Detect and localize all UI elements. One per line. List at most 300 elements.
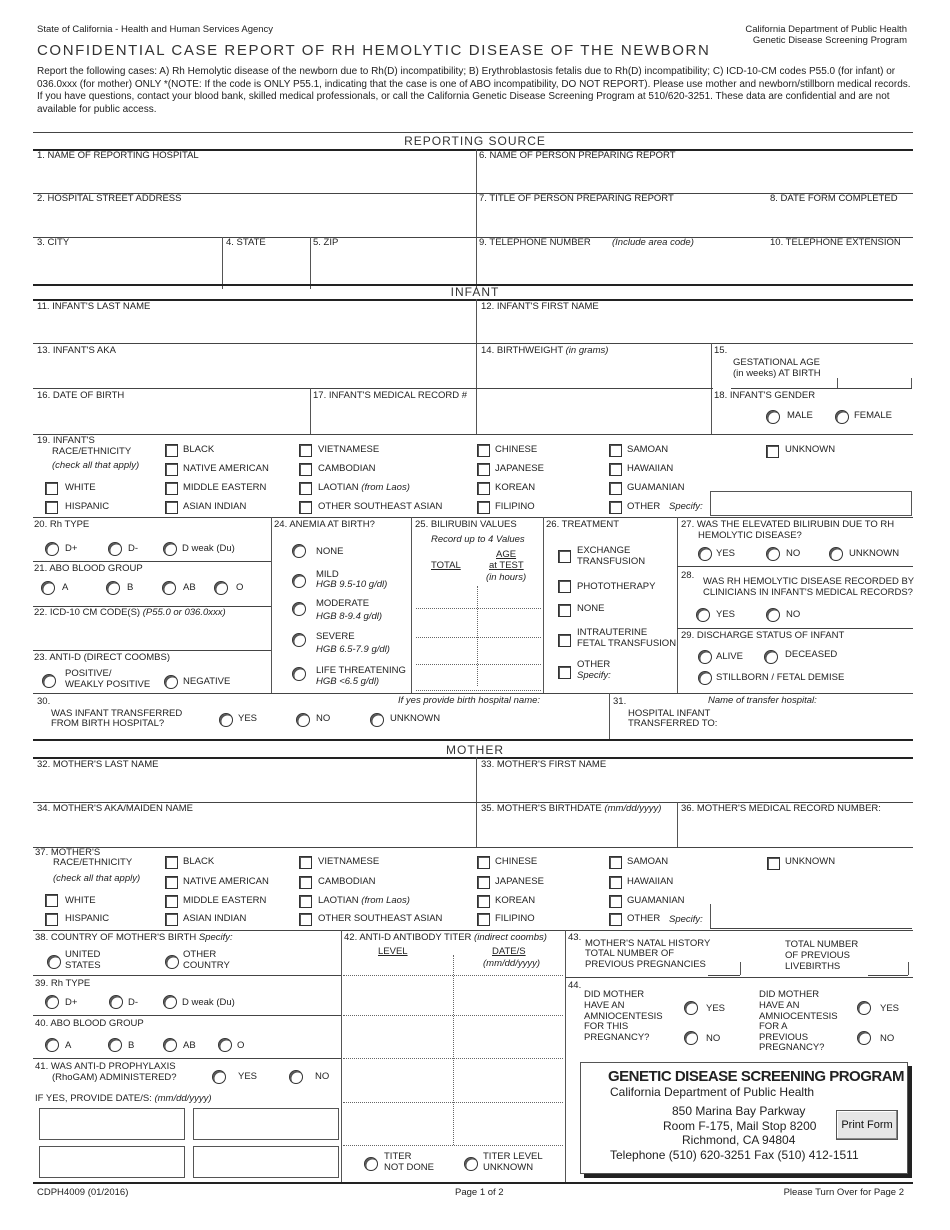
label-discharge: 29. DISCHARGE STATUS OF INFANT	[681, 630, 845, 641]
label-date-of-birth: 16. DATE OF BIRTH	[37, 390, 125, 401]
label-other-se-asian: OTHER SOUTHEAST ASIAN	[318, 501, 443, 512]
checkbox-mother-othersea[interactable]	[299, 913, 312, 926]
radio-anemia-severe[interactable]	[292, 633, 306, 647]
label-transfusion: TRANSFUSION	[577, 556, 646, 567]
bilirubin-row-4[interactable]	[416, 690, 541, 691]
radio-q28-yes[interactable]	[696, 608, 710, 622]
note-in-hours: (in hours)	[486, 572, 527, 583]
checkbox-infant-black[interactable]	[165, 444, 178, 457]
titer-row-1[interactable]	[343, 975, 563, 976]
checkbox-mother-chinese[interactable]	[477, 856, 490, 869]
radio-titer-not-done[interactable]	[364, 1157, 378, 1171]
label-gestational-age: GESTATIONAL AGE	[733, 357, 820, 368]
label-q27-no: NO	[786, 548, 801, 559]
label-q28-2: CLINICIANS IN INFANT'S MEDICAL RECORDS?	[703, 587, 913, 598]
radio-discharge-alive[interactable]	[698, 650, 712, 664]
input-rhogam-date-3[interactable]	[39, 1146, 185, 1178]
label-infant-race: 19. INFANT'S	[37, 435, 95, 446]
section-mother: MOTHER	[446, 743, 504, 757]
label-stillborn: STILLBORN / FETAL DEMISE	[716, 672, 845, 683]
label-o: O	[236, 582, 244, 593]
checkbox-infant-korean[interactable]	[477, 482, 490, 495]
label-amnio-prev-5: PREVIOUS	[759, 1032, 809, 1043]
label-middle-eastern: MIDDLE EASTERN	[183, 482, 267, 493]
label-m-korean: KOREAN	[495, 895, 536, 906]
label-medical-record: 17. INFANT'S MEDICAL RECORD #	[313, 390, 468, 401]
checkbox-mother-japanese[interactable]	[477, 876, 490, 889]
label-mother-aka: 34. MOTHER'S AKA/MAIDEN NAME	[37, 803, 193, 814]
label-m-white: WHITE	[65, 895, 96, 906]
note-check-all: (check all that apply)	[52, 460, 140, 471]
label-negative: NEGATIVE	[183, 676, 231, 687]
label-total-number: TOTAL NUMBER OF	[585, 948, 675, 959]
checkbox-mother-laotian[interactable]	[299, 895, 312, 908]
label-country-birth: 38. COUNTRY OF MOTHER'S BIRTH Specify:	[35, 932, 233, 943]
checkbox-infant-other[interactable]	[609, 501, 622, 514]
radio-mother-abo-a[interactable]	[45, 1038, 59, 1052]
label-livebirths: LIVEBIRTHS	[785, 961, 841, 972]
label-m-mideast: MIDDLE EASTERN	[183, 895, 267, 906]
label-hospital-name: 1. NAME OF REPORTING HOSPITAL	[37, 150, 199, 161]
label-total: TOTAL	[431, 560, 461, 571]
radio-amnio-prev-yes[interactable]	[857, 1001, 871, 1015]
label-transferred-no: NO	[316, 713, 331, 724]
checkbox-mother-filipino[interactable]	[477, 913, 490, 926]
label-asian-indian: ASIAN INDIAN	[183, 501, 247, 512]
radio-amnio-this-no[interactable]	[684, 1031, 698, 1045]
label-country: COUNTRY	[183, 960, 230, 971]
label-dweak: D weak (Du)	[182, 543, 235, 554]
label-amnio-prev-yes: YES	[880, 1003, 900, 1014]
label-unknown: UNKNOWN	[785, 444, 836, 455]
label-m-dneg: D-	[128, 997, 139, 1008]
label-anemia-mild: MILD	[316, 569, 339, 580]
label-exchange: EXCHANGE	[577, 545, 631, 556]
label-m-filipino: FILIPINO	[495, 913, 535, 924]
label-amnio-this-4: FOR THIS	[584, 1021, 629, 1032]
radio-mother-rh-dneg[interactable]	[109, 995, 123, 1009]
form-title: CONFIDENTIAL CASE REPORT OF RH HEMOLYTIC DISEASE OF THE NEWBORN	[37, 42, 711, 59]
radio-amnio-this-yes[interactable]	[684, 1001, 698, 1015]
gdsp-dept: California Department of Public Health	[610, 1085, 815, 1099]
note-birth-hospital: If yes provide birth hospital name:	[398, 695, 541, 706]
label-black: BLACK	[183, 444, 215, 455]
label-mother-rh: 39. Rh TYPE	[35, 978, 91, 989]
radio-q27-yes[interactable]	[698, 547, 712, 561]
radio-transferred-unknown[interactable]	[370, 713, 384, 727]
radio-anemia-none[interactable]	[292, 544, 306, 558]
label-hawaiian: HAWAIIAN	[627, 463, 674, 474]
label-treatment-none: NONE	[577, 603, 605, 614]
label-m-chinese: CHINESE	[495, 856, 538, 867]
label-united: UNITED	[65, 949, 101, 960]
radio-rhogam-yes[interactable]	[212, 1070, 226, 1084]
note-titer-dates: (mm/dd/yyyy)	[483, 958, 540, 969]
label-m-unknown: UNKNOWN	[785, 856, 836, 867]
radio-mother-rh-dweak[interactable]	[163, 995, 177, 1009]
label-b: B	[127, 582, 134, 593]
checkbox-infant-japanese[interactable]	[477, 463, 490, 476]
radio-anti-d-negative[interactable]	[164, 675, 178, 689]
checkbox-mother-hispanic[interactable]	[45, 913, 58, 926]
label-amnio-prev-2: HAVE AN	[759, 1000, 800, 1011]
label-anemia-none: NONE	[316, 546, 344, 557]
label-extension: 10. TELEPHONE EXTENSION	[770, 237, 901, 248]
titer-row-5[interactable]	[343, 1145, 563, 1146]
label-m-hispanic: HISPANIC	[65, 913, 110, 924]
checkbox-infant-filipino[interactable]	[477, 501, 490, 514]
label-anti-d: 23. ANTI-D (DIRECT COOMBS)	[34, 652, 171, 663]
label-q31-num: 31.	[613, 696, 627, 707]
label-m-camb: CAMBODIAN	[318, 876, 376, 887]
label-q44-num: 44.	[568, 980, 582, 991]
radio-transferred-yes[interactable]	[219, 713, 233, 727]
checkbox-mother-camb[interactable]	[299, 876, 312, 889]
label-rhogam-2: (RhoGAM) ADMINISTERED?	[52, 1072, 177, 1083]
radio-infant-abo-o[interactable]	[214, 581, 228, 595]
label-filipino: FILIPINO	[495, 501, 535, 512]
label-city: 3. CITY	[37, 237, 70, 248]
radio-amnio-prev-no[interactable]	[857, 1031, 871, 1045]
label-guamanian: GUAMANIAN	[627, 482, 685, 493]
label-m-specify: Specify:	[669, 914, 703, 925]
label-m-dpos: D+	[65, 997, 78, 1008]
label-state: 4. STATE	[226, 237, 266, 248]
gdsp-address-3: Richmond, CA 94804	[682, 1133, 796, 1147]
print-form-button[interactable]: Print Form	[836, 1110, 898, 1140]
note-anemia-severe: HGB 6.5-7.9 g/dl)	[316, 644, 390, 655]
gdsp-phone: Telephone (510) 620-3251 Fax (510) 412-1511	[610, 1148, 859, 1162]
radio-anemia-mild[interactable]	[292, 574, 306, 588]
label-gestational-age-unit: (in weeks) AT BIRTH	[733, 368, 821, 379]
label-infant-first-name: 12. INFANT'S FIRST NAME	[481, 301, 599, 312]
label-bilirubin-due-rh-2: HEMOLYTIC DISEASE?	[698, 530, 802, 541]
checkbox-infant-chinese[interactable]	[477, 444, 490, 457]
checkbox-mother-asianind[interactable]	[165, 913, 178, 926]
label-cambodian: CAMBODIAN	[318, 463, 376, 474]
section-reporting-source: REPORTING SOURCE	[404, 134, 546, 148]
label-anemia-life: LIFE THREATENING	[316, 665, 406, 676]
label-phototherapy: PHOTOTHERAPY	[577, 581, 656, 592]
label-treatment: 26. TREATMENT	[546, 519, 620, 530]
label-mother-mrn: 36. MOTHER'S MEDICAL RECORD NUMBER:	[681, 803, 881, 814]
label-icd10: 22. ICD-10 CM CODE(S) (P55.0 or 036.0xxx)	[34, 607, 226, 618]
agency-name: State of California - Health and Human Services Agency	[37, 24, 274, 35]
label-treatment-other: OTHER	[577, 659, 611, 670]
label-laotian: LAOTIAN (from Laos)	[318, 482, 410, 493]
label-m-asianind: ASIAN INDIAN	[183, 913, 247, 924]
checkbox-infant-samoan[interactable]	[609, 444, 622, 457]
label-gestational-age-num: 15.	[714, 345, 728, 356]
label-other-country: OTHER	[183, 949, 217, 960]
label-fetal-transfusion: FETAL TRANSFUSION	[577, 638, 677, 649]
titer-row-4[interactable]	[343, 1102, 563, 1103]
radio-infant-rh-dpos[interactable]	[45, 542, 59, 556]
label-dates: DATE/S	[492, 946, 526, 957]
label-amnio-this-5: PREGNANCY?	[584, 1032, 650, 1043]
label-not-done: NOT DONE	[384, 1162, 434, 1173]
label-amnio-this-no: NO	[706, 1033, 721, 1044]
label-m-samoan: SAMOAN	[627, 856, 669, 867]
label-mother-last-name: 32. MOTHER'S LAST NAME	[37, 759, 159, 770]
label-preparer-name: 6. NAME OF PERSON PREPARING REPORT	[479, 150, 676, 161]
label-treatment-specify: Specify:	[577, 670, 611, 681]
label-amnio-prev-1: DID MOTHER	[759, 989, 820, 1000]
label-amnio-prev-6: PREGNANCY?	[759, 1042, 825, 1053]
checkbox-treatment-intrauterine[interactable]	[558, 634, 571, 647]
program-name: Genetic Disease Screening Program	[752, 35, 907, 46]
label-q28-num: 28.	[681, 570, 695, 581]
radio-q27-no[interactable]	[766, 547, 780, 561]
note-mother-check-all: (check all that apply)	[53, 873, 141, 884]
label-telephone: 9. TELEPHONE NUMBER	[479, 237, 591, 248]
titer-row-2[interactable]	[343, 1015, 563, 1016]
label-mother-race: 37. MOTHER'S	[35, 847, 101, 858]
radio-female[interactable]	[835, 410, 849, 424]
label-m-hawaiian: HAWAIIAN	[627, 876, 674, 887]
label-titer-level: TITER LEVEL	[483, 1151, 543, 1162]
label-samoan: SAMOAN	[627, 444, 669, 455]
intro-text: Report the following cases: A) Rh Hemolytic disease of the newborn due to Rh(D) incompatibility; B) Erythroblastosis fetalis due to Rh(D) incompatibility; C) ICD-10-CM codes P55.0 (for infant) or 036.0xxx (for mother) ONLY *(NOTE: If the code is ONLY P55.1, indicating that the case is one of ABO incompatibility, DO NOT REPORT). Please use mother and newborn/stillborn medical records. If you have questions, contact your blood bank, skilled medical professionals, or call the California Genetic Disease Screening Program at 510/620-3251. These data are confidential and are not available for public access.	[37, 66, 911, 115]
label-transferred-yes: YES	[238, 713, 258, 724]
label-weakly-positive: WEAKLY POSITIVE	[65, 679, 151, 690]
section-infant: INFANT	[450, 285, 500, 299]
input-rhogam-date-1[interactable]	[39, 1108, 185, 1140]
checkbox-infant-native[interactable]	[165, 463, 178, 476]
label-hispanic: HISPANIC	[65, 501, 110, 512]
label-m-ab: AB	[183, 1040, 196, 1051]
turn-over-note: Please Turn Over for Page 2	[783, 1187, 904, 1198]
label-amnio-prev-no: NO	[880, 1033, 895, 1044]
radio-infant-abo-ab[interactable]	[162, 581, 176, 595]
label-a: A	[62, 582, 69, 593]
bilirubin-row-3[interactable]	[416, 664, 541, 665]
form-number: CDPH4009 (01/2016)	[37, 1187, 129, 1198]
bilirubin-row-2[interactable]	[416, 637, 541, 638]
label-natal-history: MOTHER'S NATAL HISTORY	[585, 938, 711, 949]
label-rhogam: 41. WAS ANTI-D PROPHYLAXIS	[35, 1061, 176, 1072]
label-total-number-2: TOTAL NUMBER	[785, 939, 859, 950]
radio-infant-abo-a[interactable]	[41, 581, 55, 595]
radio-transferred-no[interactable]	[296, 713, 310, 727]
label-q30-num: 30.	[37, 696, 51, 707]
radio-titer-unknown[interactable]	[464, 1157, 478, 1171]
checkbox-infant-othersea[interactable]	[299, 501, 312, 514]
checkbox-infant-guamanian[interactable]	[609, 482, 622, 495]
label-alive: ALIVE	[716, 651, 743, 662]
label-age: AGE	[496, 549, 517, 560]
checkbox-mother-korean[interactable]	[477, 895, 490, 908]
radio-anti-d-positive[interactable]	[42, 674, 56, 688]
label-m-othersea: OTHER SOUTHEAST ASIAN	[318, 913, 443, 924]
radio-q27-unknown[interactable]	[829, 547, 843, 561]
label-infant-aka: 13. INFANT'S AKA	[37, 345, 116, 356]
radio-mother-rh-dpos[interactable]	[45, 995, 59, 1009]
note-bilirubin: Record up to 4 Values	[431, 534, 525, 545]
radio-male[interactable]	[766, 410, 780, 424]
checkbox-mother-samoan[interactable]	[609, 856, 622, 869]
label-anemia-moderate: MODERATE	[316, 598, 370, 609]
label-korean: KOREAN	[495, 482, 536, 493]
input-infant-race-other[interactable]	[710, 491, 912, 516]
checkbox-infant-camb[interactable]	[299, 463, 312, 476]
label-dneg: D-	[128, 543, 139, 554]
label-titer-nd: TITER	[384, 1151, 412, 1162]
radio-mother-abo-ab[interactable]	[163, 1038, 177, 1052]
checkbox-mother-guamanian[interactable]	[609, 895, 622, 908]
checkbox-infant-white[interactable]	[45, 482, 58, 495]
label-mother-birthdate: 35. MOTHER'S BIRTHDATE (mm/dd/yyyy)	[481, 803, 662, 814]
radio-mother-abo-b[interactable]	[108, 1038, 122, 1052]
label-positive: POSITIVE/	[65, 668, 112, 679]
checkbox-treatment-exchange[interactable]	[558, 550, 571, 563]
label-ab: AB	[183, 582, 196, 593]
input-prev-pregnancies[interactable]	[708, 975, 740, 976]
input-rhogam-date-2[interactable]	[193, 1108, 339, 1140]
label-titer-unknown: UNKNOWN	[483, 1162, 534, 1173]
label-date-completed: 8. DATE FORM COMPLETED	[770, 193, 898, 204]
label-hospital-address: 2. HOSPITAL STREET ADDRESS	[37, 193, 182, 204]
radio-anemia-life[interactable]	[292, 667, 306, 681]
label-female: FEMALE	[854, 410, 893, 421]
label-mother-first-name: 33. MOTHER'S FIRST NAME	[481, 759, 607, 770]
checkbox-infant-hispanic[interactable]	[45, 501, 58, 514]
checkbox-infant-asianind[interactable]	[165, 501, 178, 514]
label-transferred-unknown: UNKNOWN	[390, 713, 441, 724]
label-m-japanese: JAPANESE	[495, 876, 544, 887]
checkbox-infant-hawaiian[interactable]	[609, 463, 622, 476]
label-m-o: O	[237, 1040, 245, 1051]
input-prev-livebirths[interactable]	[868, 975, 908, 976]
gdsp-address-2: Room F-175, Mail Stop 8200	[663, 1119, 817, 1133]
note-anemia-life: HGB <6.5 g/dl)	[316, 676, 380, 687]
label-other: OTHER	[627, 501, 661, 512]
label-m-black: BLACK	[183, 856, 215, 867]
input-rhogam-date-4[interactable]	[193, 1146, 339, 1178]
checkbox-infant-viet[interactable]	[299, 444, 312, 457]
bilirubin-row-1[interactable]	[416, 608, 541, 609]
label-m-other: OTHER	[627, 913, 661, 924]
label-q27-yes: YES	[716, 548, 736, 559]
radio-discharge-deceased[interactable]	[764, 650, 778, 664]
radio-infant-rh-dweak[interactable]	[163, 542, 177, 556]
page-number: Page 1 of 2	[455, 1187, 504, 1198]
checkbox-mother-native[interactable]	[165, 876, 178, 889]
label-male: MALE	[787, 410, 813, 421]
label-amnio-this-yes: YES	[706, 1003, 726, 1014]
checkbox-mother-hawaiian[interactable]	[609, 876, 622, 889]
label-hospital-transferred: HOSPITAL INFANT	[628, 708, 711, 719]
label-infant-rh: 20. Rh TYPE	[34, 519, 90, 530]
label-intrauterine: INTRAUTERINE	[577, 627, 648, 638]
label-bilirubin-due-rh: 27. WAS THE ELEVATED BILIRUBIN DUE TO RH	[681, 519, 895, 530]
note-transfer-hospital: Name of transfer hospital:	[708, 695, 817, 706]
checkbox-mother-viet[interactable]	[299, 856, 312, 869]
label-japanese: JAPANESE	[495, 463, 544, 474]
note-anemia-moderate: HGB 8-9.4 g/dl)	[316, 611, 382, 622]
label-transferred: WAS INFANT TRANSFERRED	[51, 708, 183, 719]
radio-rhogam-no[interactable]	[289, 1070, 303, 1084]
label-prev-pregnancies: PREVIOUS PREGNANCIES	[585, 959, 706, 970]
label-amnio-this-2: HAVE AN	[584, 1000, 625, 1011]
radio-infant-rh-dneg[interactable]	[108, 542, 122, 556]
label-m-a: A	[65, 1040, 72, 1051]
label-m-guamanian: GUAMANIAN	[627, 895, 685, 906]
label-dpos: D+	[65, 543, 78, 554]
checkbox-treatment-photo[interactable]	[558, 580, 571, 593]
label-q28-yes: YES	[716, 609, 736, 620]
label-white: WHITE	[65, 482, 96, 493]
checkbox-mother-unknown[interactable]	[767, 857, 780, 870]
label-mother-abo: 40. ABO BLOOD GROUP	[35, 1018, 144, 1029]
label-rhogam-no: NO	[315, 1071, 330, 1082]
label-q27-unknown: UNKNOWN	[849, 548, 900, 559]
label-vietnamese: VIETNAMESE	[318, 444, 380, 455]
label-native-american: NATIVE AMERICAN	[183, 463, 269, 474]
label-infant-race-2: RACE/ETHNICITY	[52, 446, 132, 457]
label-q28-no: NO	[786, 609, 801, 620]
label-level: LEVEL	[378, 946, 408, 957]
checkbox-mother-other[interactable]	[609, 913, 622, 926]
label-mother-race-2: RACE/ETHNICITY	[53, 857, 133, 868]
label-amnio-prev-4: FOR A	[759, 1021, 788, 1032]
label-rhogam-dates: IF YES, PROVIDE DATE/S: (mm/dd/yyyy)	[35, 1093, 212, 1104]
checkbox-infant-laotian[interactable]	[299, 482, 312, 495]
checkbox-mother-mideast[interactable]	[165, 895, 178, 908]
label-at-test: at TEST	[489, 560, 524, 571]
checkbox-infant-unknown[interactable]	[766, 445, 779, 458]
checkbox-treatment-none[interactable]	[558, 604, 571, 617]
radio-country-other[interactable]	[165, 955, 179, 969]
checkbox-infant-mideast[interactable]	[165, 482, 178, 495]
radio-q28-no[interactable]	[766, 608, 780, 622]
radio-mother-abo-o[interactable]	[218, 1038, 232, 1052]
label-titer: 42. ANTI-D ANTIBODY TITER (indirect coombs)	[344, 932, 547, 943]
radio-infant-abo-b[interactable]	[106, 581, 120, 595]
label-infant-last-name: 11. INFANT'S LAST NAME	[37, 301, 151, 312]
checkbox-treatment-other[interactable]	[558, 666, 571, 679]
label-zip: 5. ZIP	[313, 237, 339, 248]
titer-row-3[interactable]	[343, 1058, 563, 1059]
radio-discharge-stillborn[interactable]	[698, 671, 712, 685]
checkbox-mother-white[interactable]	[45, 894, 58, 907]
label-birthweight: 14. BIRTHWEIGHT (in grams)	[481, 345, 609, 356]
label-states: STATES	[65, 960, 101, 971]
gdsp-address-1: 850 Marina Bay Parkway	[672, 1104, 806, 1118]
radio-country-us[interactable]	[47, 955, 61, 969]
input-mother-race-other[interactable]	[710, 928, 912, 929]
label-amnio-prev-3: AMNIOCENTESIS	[759, 1011, 838, 1022]
label-specify: Specify:	[669, 501, 703, 512]
label-hospital-transferred-2: TRANSFERRED TO:	[628, 718, 718, 729]
label-amnio-this-1: DID MOTHER	[584, 989, 645, 1000]
dept-name: California Department of Public Health	[745, 24, 907, 35]
label-chinese: CHINESE	[495, 444, 538, 455]
label-anemia: 24. ANEMIA AT BIRTH?	[274, 519, 375, 530]
label-preparer-title: 7. TITLE OF PERSON PREPARING REPORT	[479, 193, 674, 204]
label-m-b: B	[128, 1040, 135, 1051]
label-transferred-2: FROM BIRTH HOSPITAL?	[51, 718, 165, 729]
label-rhogam-yes: YES	[238, 1071, 258, 1082]
label-anemia-severe: SEVERE	[316, 631, 355, 642]
label-of-previous: OF PREVIOUS	[785, 950, 850, 961]
label-q28: WAS RH HEMOLYTIC DISEASE RECORDED BY	[703, 576, 915, 587]
radio-anemia-moderate[interactable]	[292, 602, 306, 616]
label-deceased: DECEASED	[785, 649, 838, 660]
checkbox-mother-black[interactable]	[165, 856, 178, 869]
note-anemia-mild: HGB 9.5-10 g/dl)	[316, 579, 388, 590]
note-area-code: (Include area code)	[612, 237, 694, 248]
